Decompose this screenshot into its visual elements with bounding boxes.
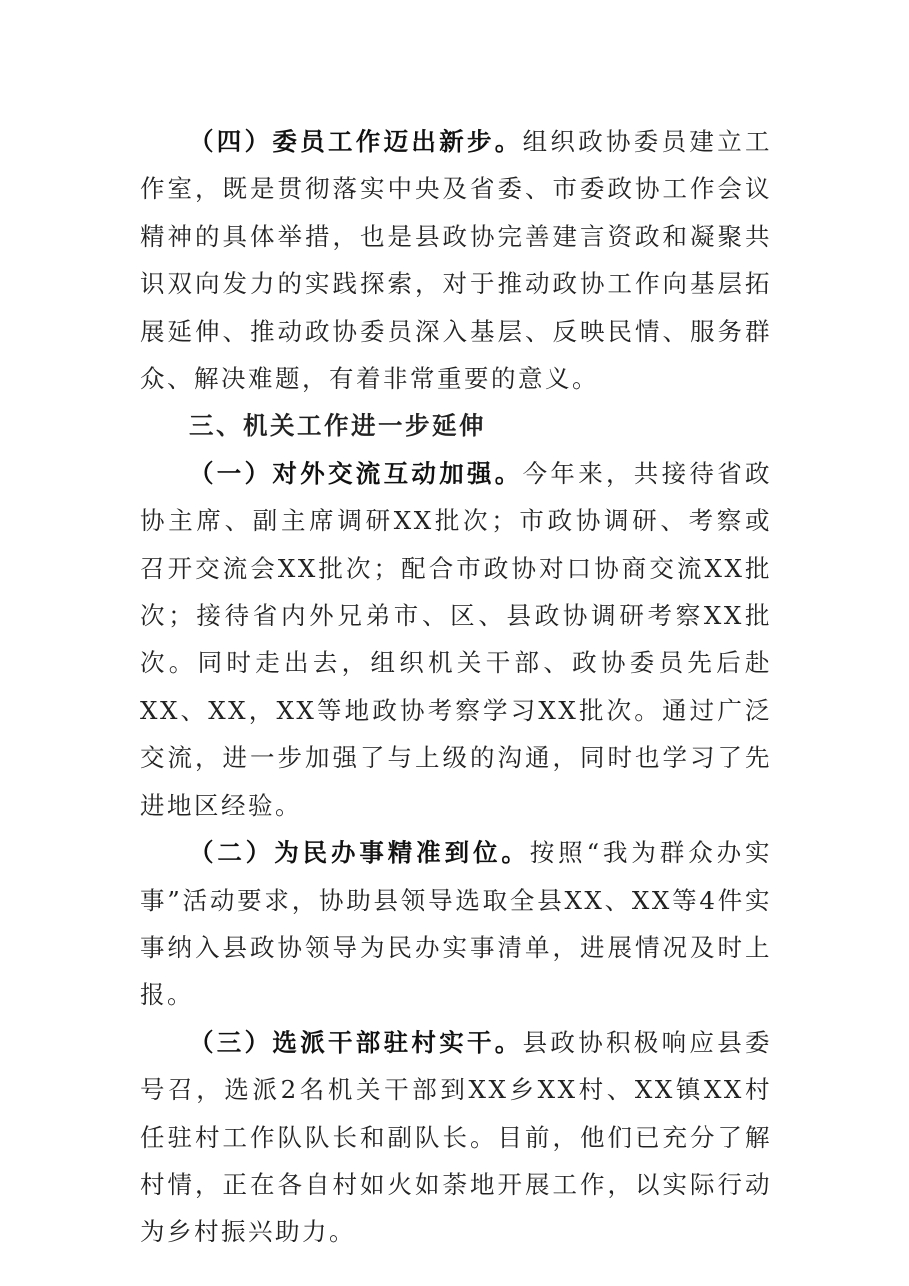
paragraph-serving-people <box>140 829 772 1019</box>
paragraph-lead: （一）对外交流互动加强。 <box>189 458 523 488</box>
section-heading: 三、机关工作进一步延伸 <box>189 411 486 441</box>
paragraph-lead: （二）为民办事精准到位。 <box>189 838 530 868</box>
paragraph-lead: （三）选派干部驻村实干。 <box>189 1027 523 1057</box>
paragraph-text: 组织政协委员建立工作室，既是贯彻落实中央及省委、市委政协工作会议精神的具体举措，也是县政协完善建言资政和凝聚共识双向发力的实践探索，对于推动政协工作向基层拓展延伸、推动政协委员深入基层、反映民情、服务群众、解决难题，有着非常重要的意义。 <box>140 127 773 394</box>
paragraph-text: 县政协积极响应县委号召，选派2名机关干部到XX乡XX村、XX镇XX村任驻村工作队队长和副队长。目前，他们已充分了解村情，正在各自村如火如荼地开展工作，以实际行动为乡村振兴助力。 <box>140 1027 773 1247</box>
paragraph-text: 按照“我为群众办实事”活动要求，协助县领导选取全县XX、XX等4件实事纳入县政协领导为民办实事清单，进展情况及时上报。 <box>140 838 772 1010</box>
paragraph-text: 今年来，共接待省政协主席、副主席调研XX批次；市政协调研、考察或召开交流会XX批次；配合市政协对口协商交流XX批次；接待省内外兄弟市、区、县政协调研考察XX批次。同时走出去，组织机关干部、政协委员先后赴XX、XX，XX等地政协考察学习XX批次。通过广泛交流，进一步加强了与上级的沟通，同时也学习了先进地区经验。 <box>140 458 773 820</box>
document-body <box>140 118 772 1256</box>
paragraph-lead: （四）委员工作迈出新步。 <box>189 127 523 156</box>
paragraph-committee-work <box>140 118 772 402</box>
paragraph-village-cadres <box>140 1019 772 1256</box>
paragraph-external-exchange <box>140 450 772 829</box>
